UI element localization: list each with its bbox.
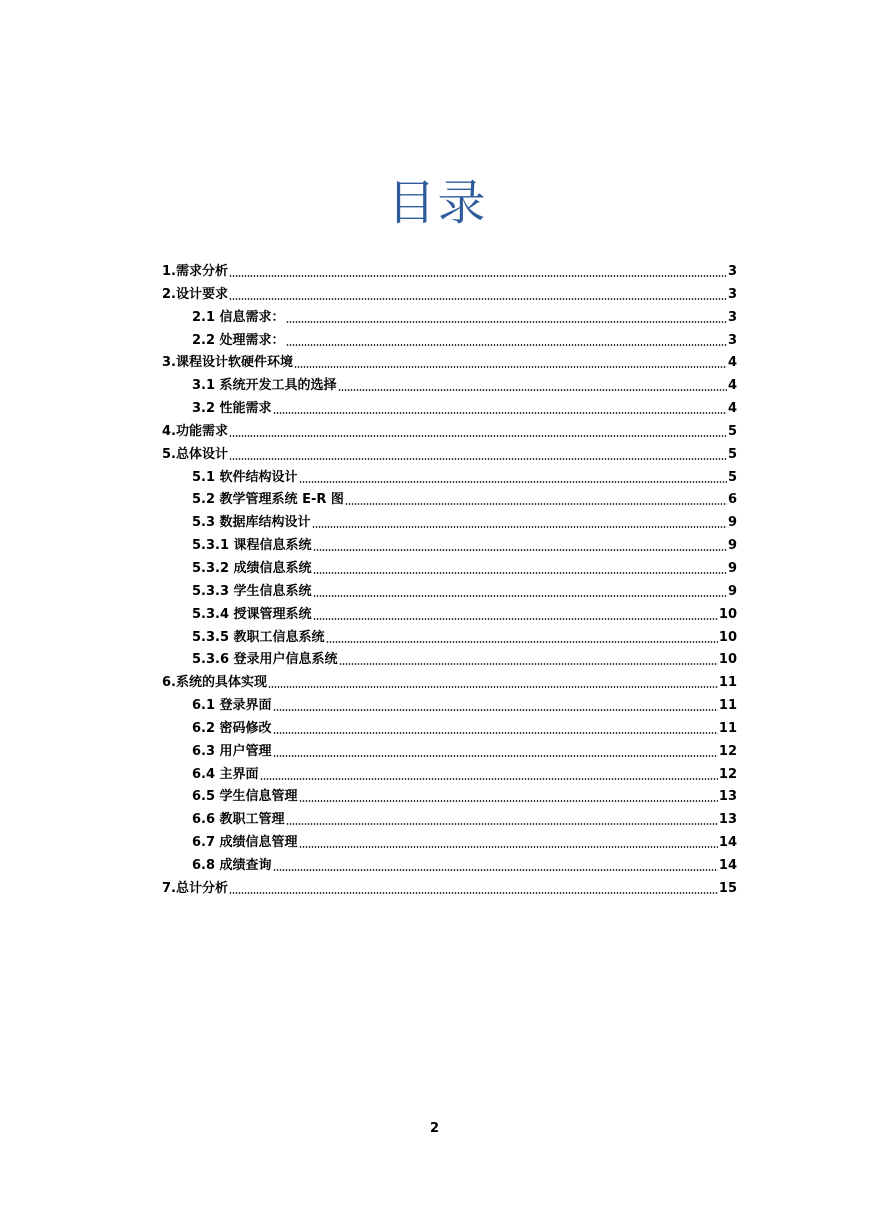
toc-entry[interactable] — [162, 673, 737, 696]
toc-entry[interactable] — [162, 879, 737, 902]
toc-entry-page: 13 — [718, 789, 737, 805]
toc-leader-dots — [299, 846, 718, 848]
toc-entry-label: 5.2 教学管理系统 E-R 图 — [192, 492, 344, 508]
toc-leader-dots — [229, 298, 727, 300]
toc-entry-label: 6.2 密码修改 — [192, 720, 272, 736]
toc-entry[interactable] — [162, 559, 737, 582]
toc-entry-label: 6.3 用户管理 — [192, 743, 272, 759]
toc-leader-dots — [273, 869, 718, 871]
toc-leader-dots — [326, 641, 718, 643]
toc-leader-dots — [286, 321, 727, 323]
toc-entry[interactable] — [162, 810, 737, 833]
toc-leader-dots — [299, 800, 718, 802]
toc-leader-dots — [313, 549, 727, 551]
toc-entry-label: 6.8 成绩查询 — [192, 857, 272, 873]
toc-entry[interactable] — [162, 605, 737, 628]
toc-entry-page: 5 — [727, 423, 737, 439]
toc-entry[interactable] — [162, 536, 737, 559]
toc-entry-label: 3.2 性能需求 — [192, 401, 272, 417]
toc-leader-dots — [286, 344, 727, 346]
toc-entry-label: 5.3 数据库结构设计 — [192, 515, 311, 531]
toc-entry-label: 5.3.4 授课管理系统 — [192, 606, 312, 622]
toc-entry-label: 2.设计要求 — [162, 286, 228, 302]
toc-entry[interactable] — [162, 628, 737, 651]
toc-leader-dots — [273, 709, 718, 711]
toc-entry[interactable] — [162, 490, 737, 513]
toc-entry[interactable] — [162, 833, 737, 856]
toc-entry[interactable] — [162, 353, 737, 376]
toc-entry[interactable] — [162, 376, 737, 399]
toc-entry-page: 4 — [727, 401, 737, 417]
toc-entry-label: 5.3.6 登录用户信息系统 — [192, 652, 338, 668]
toc-entry-page: 12 — [718, 766, 737, 782]
toc-leader-dots — [313, 572, 727, 574]
toc-leader-dots — [339, 663, 718, 665]
toc-entry-label: 4.功能需求 — [162, 423, 228, 439]
toc-entry-page: 5 — [727, 469, 737, 485]
toc-leader-dots — [294, 366, 727, 368]
toc-entry-page: 3 — [727, 286, 737, 302]
toc-entry-page: 13 — [718, 812, 737, 828]
toc-entry-page: 14 — [718, 857, 737, 873]
toc-entry-page: 9 — [727, 538, 737, 554]
toc-entry[interactable] — [162, 422, 737, 445]
toc-leader-dots — [273, 755, 718, 757]
toc-entry-label: 6.1 登录界面 — [192, 698, 272, 714]
toc-entry-label: 3.课程设计软硬件环境 — [162, 355, 293, 371]
toc-leader-dots — [229, 458, 727, 460]
toc-entry-page: 4 — [727, 355, 737, 371]
toc-entry[interactable] — [162, 513, 737, 536]
toc-entry-label: 5.1 软件结构设计 — [192, 469, 298, 485]
toc-entry[interactable] — [162, 468, 737, 491]
toc-entry-page: 12 — [718, 743, 737, 759]
toc-entry-label: 7.总计分析 — [162, 880, 228, 896]
toc-entry[interactable] — [162, 650, 737, 673]
toc-leader-dots — [313, 618, 718, 620]
table-of-contents — [162, 262, 737, 902]
toc-leader-dots — [312, 526, 727, 528]
toc-leader-dots — [313, 595, 727, 597]
toc-leader-dots — [260, 778, 718, 780]
toc-entry-page: 10 — [718, 606, 737, 622]
toc-entry[interactable] — [162, 719, 737, 742]
toc-leader-dots — [229, 275, 727, 277]
toc-entry[interactable] — [162, 582, 737, 605]
toc-entry-page: 15 — [718, 880, 737, 896]
toc-entry-label: 5.3.2 成绩信息系统 — [192, 560, 312, 576]
toc-leader-dots — [273, 732, 718, 734]
toc-entry-label: 1.需求分析 — [162, 264, 228, 279]
toc-entry[interactable] — [162, 765, 737, 788]
toc-leader-dots — [273, 412, 727, 414]
toc-entry[interactable] — [162, 308, 737, 331]
toc-entry-label: 5.3.1 课程信息系统 — [192, 538, 312, 554]
toc-entry[interactable] — [162, 856, 737, 879]
toc-leader-dots — [268, 686, 718, 688]
toc-leader-dots — [345, 503, 727, 505]
toc-entry[interactable] — [162, 399, 737, 422]
toc-leader-dots — [299, 481, 727, 483]
toc-entry-label: 3.1 系统开发工具的选择 — [192, 378, 337, 394]
toc-entry-label: 6.4 主界面 — [192, 766, 259, 782]
toc-entry-page: 4 — [727, 378, 737, 394]
toc-entry-label: 6.7 成绩信息管理 — [192, 835, 298, 851]
toc-entry-page: 9 — [727, 560, 737, 576]
toc-entry-page: 3 — [727, 264, 737, 279]
toc-entry-page: 5 — [727, 446, 737, 462]
toc-leader-dots — [286, 823, 718, 825]
toc-entry-label: 6.6 教职工管理 — [192, 812, 285, 828]
toc-entry-label: 5.总体设计 — [162, 446, 228, 462]
toc-entry-label: 6.5 学生信息管理 — [192, 789, 298, 805]
toc-entry[interactable] — [162, 285, 737, 308]
toc-entry-page: 11 — [718, 698, 737, 714]
toc-entry-label: 5.3.5 教职工信息系统 — [192, 629, 325, 645]
page-number: 2 — [429, 1121, 440, 1136]
toc-entry[interactable] — [162, 787, 737, 810]
toc-entry-label: 2.1 信息需求： — [192, 309, 285, 325]
toc-entry-page: 10 — [718, 629, 737, 645]
toc-entry-page: 11 — [718, 675, 737, 691]
toc-entry[interactable] — [162, 742, 737, 765]
toc-entry-page: 6 — [727, 492, 737, 508]
toc-entry-label: 5.3.3 学生信息系统 — [192, 583, 312, 599]
toc-entry-page: 11 — [718, 720, 737, 736]
toc-entry-page: 10 — [718, 652, 737, 668]
toc-entry-page: 14 — [718, 835, 737, 851]
toc-entry-page: 9 — [727, 583, 737, 599]
toc-entry[interactable] — [162, 445, 737, 468]
toc-entry-page: 3 — [727, 309, 737, 325]
toc-entry[interactable] — [162, 331, 737, 354]
toc-entry-page: 9 — [727, 515, 737, 531]
page-title: 目录 — [387, 175, 488, 231]
toc-entry-page: 3 — [727, 332, 737, 348]
toc-leader-dots — [338, 389, 727, 391]
toc-leader-dots — [229, 435, 727, 437]
toc-entry[interactable] — [162, 696, 737, 719]
toc-entry[interactable] — [162, 262, 737, 285]
toc-entry-label: 6.系统的具体实现 — [162, 675, 267, 691]
toc-entry-label: 2.2 处理需求： — [192, 332, 285, 348]
toc-leader-dots — [229, 892, 718, 894]
